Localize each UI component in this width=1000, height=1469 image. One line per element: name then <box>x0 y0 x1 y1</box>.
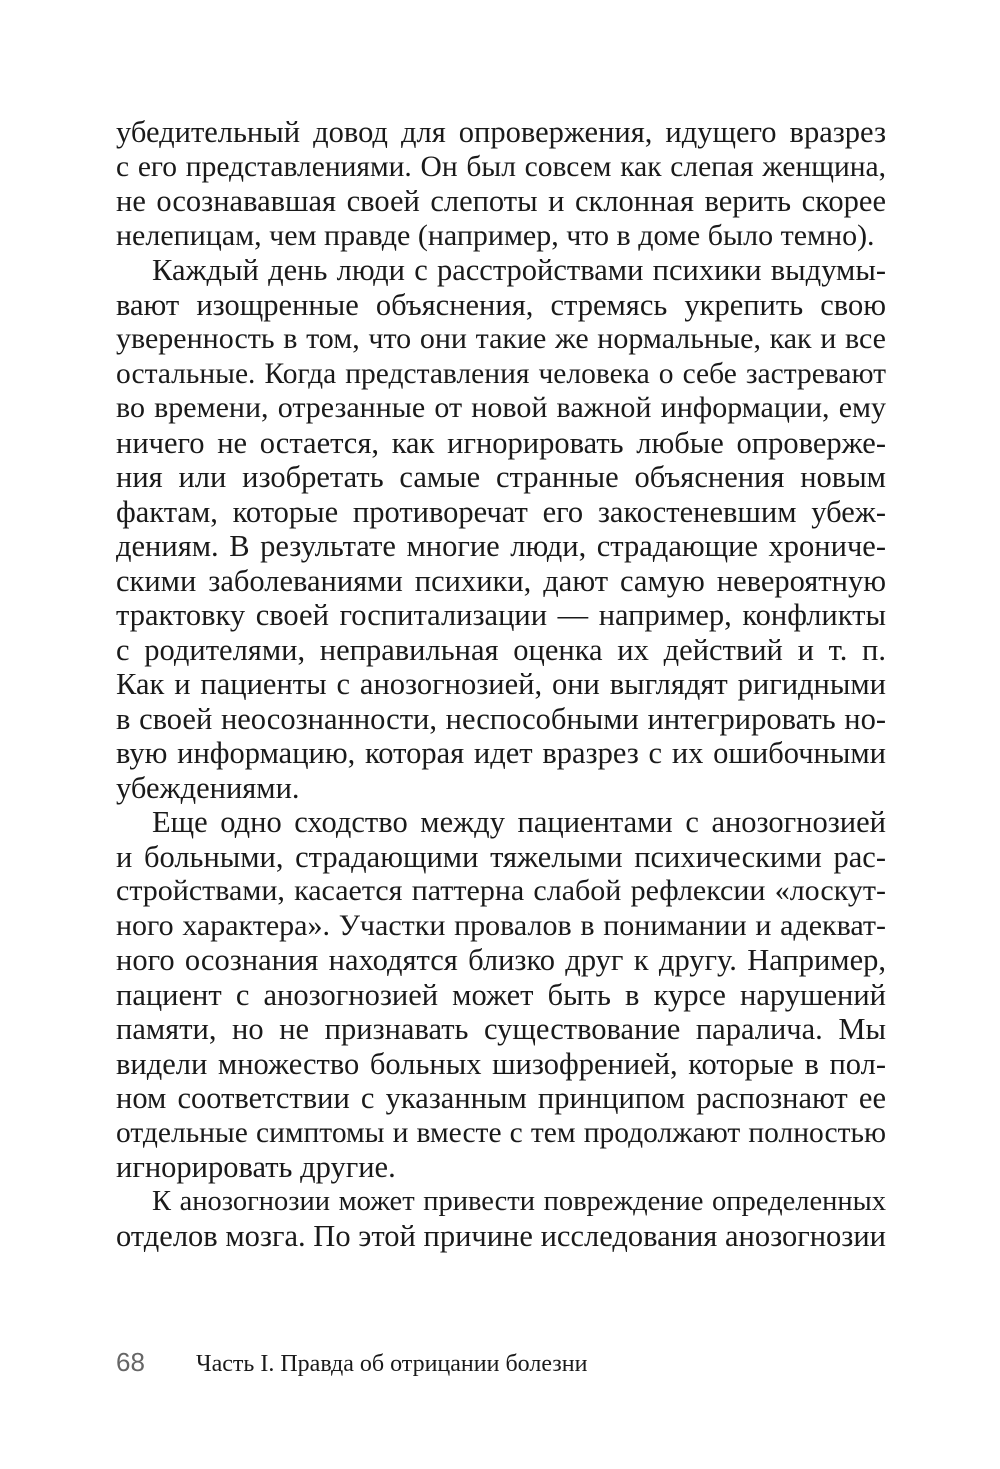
text-line: с родителями, неправильная оценка их действий и т. п. <box>116 632 886 667</box>
text-line: остальные. Когда представления человека о себе застревают <box>116 357 886 390</box>
text-line: убеждениями. <box>116 770 300 805</box>
text-line: трактовку своей госпитализации — например, конфликты <box>116 598 886 632</box>
text-line: отделов мозга. По этой причине исследования анозогнозии <box>116 1219 886 1253</box>
text-line: ного осознания находятся близко друг к другу. Например, <box>116 943 886 977</box>
page-footer <box>116 1347 587 1381</box>
running-title: Часть I. Правда об отрицании болезни <box>196 1351 588 1377</box>
text-line: К анозогнозии может привести повреждение определенных <box>152 1185 886 1217</box>
text-line: уверенность в том, что они такие же нормальные, как и все <box>116 322 886 355</box>
text-line: ния или изобретать самые странные объяснения новым <box>116 460 886 494</box>
text-line: дениям. В результате многие люди, страдающие хрониче- <box>116 529 886 563</box>
text-line: памяти, но не признавать существование паралича. Мы <box>116 1012 886 1046</box>
text-line: убедительный довод для опровержения, идущего вразрез <box>116 115 886 149</box>
body-text <box>116 115 886 1254</box>
text-line: ного характера». Участки провалов в понимании и адекват- <box>116 908 886 942</box>
text-line: ничего не остается, как игнорировать любые опроверже- <box>116 425 886 460</box>
text-line: фактам, которые противоречат его закостеневшим убеж- <box>116 494 886 529</box>
text-line: во времени, отрезанные от новой важной информации, ему <box>116 391 886 424</box>
text-line: Как и пациенты с анозогнозией, они выглядят ригидными <box>116 667 886 701</box>
text-line: с его представлениями. Он был совсем как слепая женщина, <box>116 150 886 183</box>
text-line: вую информацию, которая идет вразрез с их ошибочными <box>116 736 886 770</box>
text-line: видели множество больных шизофренией, которые в пол- <box>116 1046 886 1081</box>
text-line: Каждый день люди с расстройствами психики выдумы- <box>152 253 886 287</box>
text-line: в своей неосознанности, неспособными интегрировать но- <box>116 701 886 736</box>
text-line: ном соответствии с указанным принципом распознают ее <box>116 1081 886 1115</box>
text-line: игнорировать другие. <box>116 1150 396 1184</box>
text-line: Еще одно сходство между пациентами с анозогнозией <box>152 805 886 839</box>
text-line: отдельные симптомы и вместе с тем продолжают полностью <box>116 1116 886 1149</box>
text-line: и больными, страдающими тяжелыми психическими рас- <box>116 839 886 874</box>
text-line: нелепицам, чем правде (например, что в доме было темно). <box>116 218 875 252</box>
text-line: скими заболеваниями психики, дают самую невероятную <box>116 563 886 598</box>
page-number: 68 <box>116 1347 145 1377</box>
text-line: не осознававшая своей слепоты и склонная верить скорее <box>116 184 886 218</box>
text-line: стройствами, касается паттерна слабой рефлексии «лоскут- <box>116 874 886 907</box>
text-line: вают изощренные объяснения, стремясь укрепить свою <box>116 287 886 322</box>
text-line: пациент с анозогнозией может быть в курсе нарушений <box>116 977 886 1012</box>
